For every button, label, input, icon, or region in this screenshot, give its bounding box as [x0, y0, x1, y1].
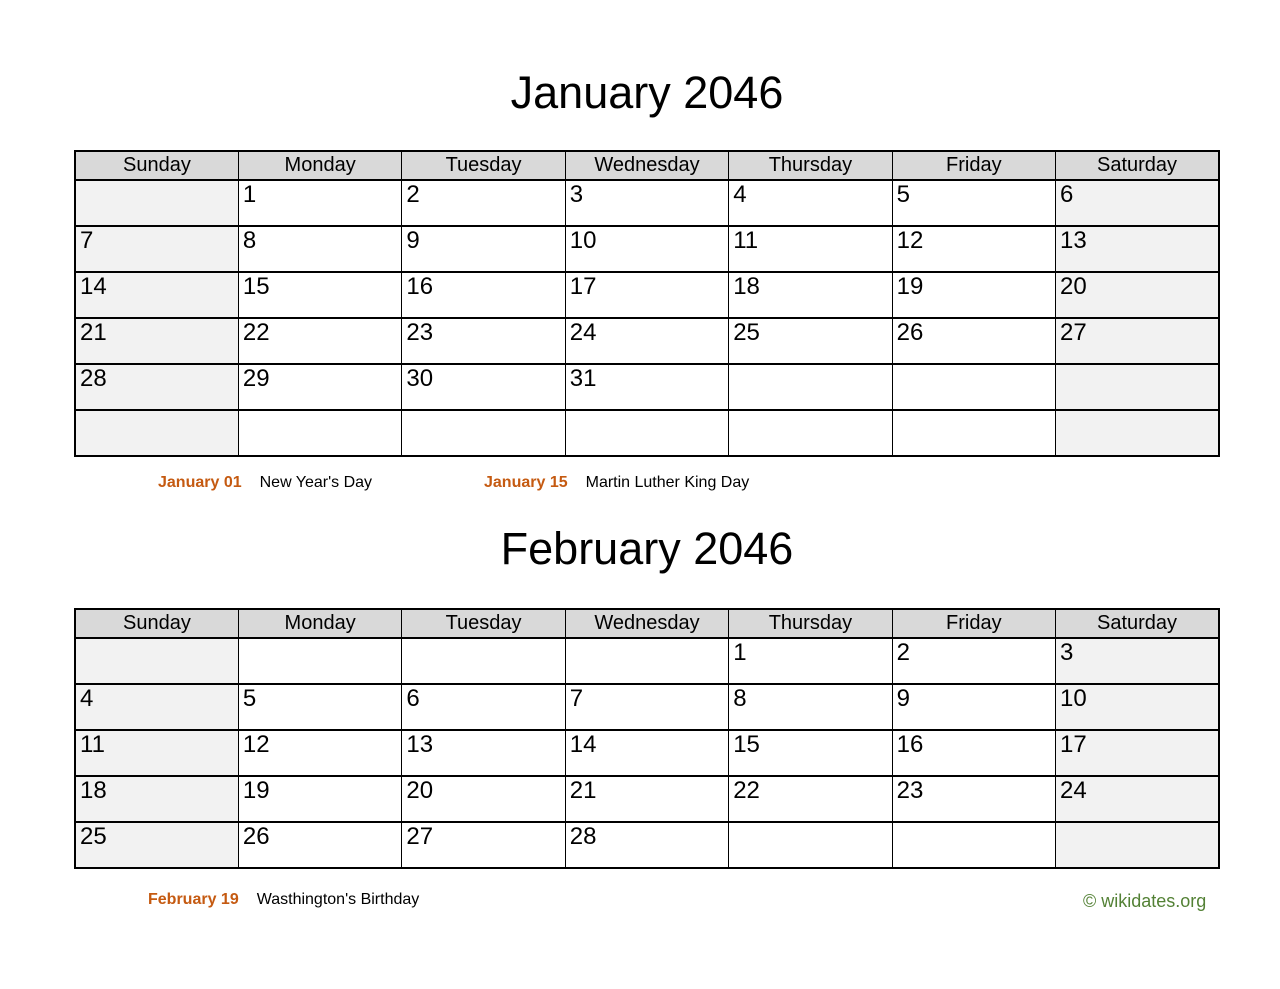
- day-cell: [892, 364, 1055, 410]
- day-cell: 18: [75, 776, 238, 822]
- day-cell: 13: [1056, 226, 1219, 272]
- day-cell: 24: [565, 318, 728, 364]
- day-cell: 4: [729, 180, 892, 226]
- day-cell: 4: [75, 684, 238, 730]
- holiday-date: January 15: [484, 474, 568, 491]
- day-cell: 12: [238, 730, 401, 776]
- day-cell: 2: [402, 180, 565, 226]
- day-cell: 31: [565, 364, 728, 410]
- wikidates-credit: © wikidates.org: [1083, 891, 1207, 911]
- week-row: [75, 410, 1219, 456]
- day-cell: [729, 822, 892, 868]
- day-cell: 26: [238, 822, 401, 868]
- day-cell: 16: [402, 272, 565, 318]
- day-cell: 26: [892, 318, 1055, 364]
- weekday-header-row: [75, 609, 1219, 638]
- day-cell: 9: [402, 226, 565, 272]
- day-cell: 20: [402, 776, 565, 822]
- day-cell: [402, 410, 565, 456]
- day-cell: 23: [892, 776, 1055, 822]
- holiday-entry: [484, 474, 749, 492]
- day-cell: 22: [729, 776, 892, 822]
- day-cell: [75, 180, 238, 226]
- day-cell: 30: [402, 364, 565, 410]
- day-cell: 16: [892, 730, 1055, 776]
- weekday-header-sunday: Sunday: [75, 609, 238, 638]
- weekday-header-monday: Monday: [238, 609, 401, 638]
- january-weekday-header: [75, 151, 1219, 180]
- day-cell: 9: [892, 684, 1055, 730]
- day-cell: 24: [1056, 776, 1219, 822]
- day-cell: 17: [565, 272, 728, 318]
- day-cell: [565, 410, 728, 456]
- day-cell: 6: [402, 684, 565, 730]
- day-cell: 3: [1056, 638, 1219, 684]
- holiday-name: New Year's Day: [259, 474, 373, 491]
- holiday-name: Martin Luther King Day: [585, 474, 750, 491]
- day-cell: 10: [1056, 684, 1219, 730]
- holiday-name: Wasthington's Birthday: [256, 891, 420, 908]
- day-cell: 28: [565, 822, 728, 868]
- january-title: January 2046: [510, 67, 784, 118]
- day-cell: [729, 364, 892, 410]
- day-cell: [892, 822, 1055, 868]
- day-cell: 21: [565, 776, 728, 822]
- day-cell: 2: [892, 638, 1055, 684]
- day-cell: 11: [75, 730, 238, 776]
- day-cell: 5: [892, 180, 1055, 226]
- day-cell: 5: [238, 684, 401, 730]
- january-calendar: [74, 150, 1220, 457]
- day-cell: 7: [75, 226, 238, 272]
- february-weekday-header: [75, 609, 1219, 638]
- weekday-header-saturday: Saturday: [1056, 609, 1219, 638]
- weekday-header-wednesday: Wednesday: [565, 609, 728, 638]
- day-cell: 27: [402, 822, 565, 868]
- day-cell: 1: [729, 638, 892, 684]
- day-cell: 8: [729, 684, 892, 730]
- weekday-header-friday: Friday: [892, 609, 1055, 638]
- day-cell: 21: [75, 318, 238, 364]
- weekday-header-friday: Friday: [892, 151, 1055, 180]
- holiday-entry: [148, 891, 419, 909]
- week-row: [75, 226, 1219, 272]
- week-row: [75, 364, 1219, 410]
- day-cell: [1056, 364, 1219, 410]
- day-cell: 1: [238, 180, 401, 226]
- weekday-header-thursday: Thursday: [729, 609, 892, 638]
- week-row: [75, 272, 1219, 318]
- day-cell: 23: [402, 318, 565, 364]
- day-cell: [729, 410, 892, 456]
- weekday-header-monday: Monday: [238, 151, 401, 180]
- day-cell: 7: [565, 684, 728, 730]
- day-cell: 11: [729, 226, 892, 272]
- day-cell: 6: [1056, 180, 1219, 226]
- day-cell: 14: [75, 272, 238, 318]
- week-row: [75, 822, 1219, 868]
- week-row: [75, 684, 1219, 730]
- day-cell: 20: [1056, 272, 1219, 318]
- day-cell: [238, 638, 401, 684]
- weekday-header-row: [75, 151, 1219, 180]
- day-cell: 19: [238, 776, 401, 822]
- day-cell: 28: [75, 364, 238, 410]
- day-cell: 25: [75, 822, 238, 868]
- week-row: [75, 638, 1219, 684]
- day-cell: 8: [238, 226, 401, 272]
- day-cell: 17: [1056, 730, 1219, 776]
- january-holidays: [0, 474, 1280, 496]
- day-cell: 19: [892, 272, 1055, 318]
- weekday-header-saturday: Saturday: [1056, 151, 1219, 180]
- february-calendar: [74, 608, 1220, 869]
- day-cell: [75, 638, 238, 684]
- day-cell: [75, 410, 238, 456]
- day-cell: 27: [1056, 318, 1219, 364]
- holiday-date: February 19: [148, 891, 239, 908]
- day-cell: 22: [238, 318, 401, 364]
- week-row: [75, 776, 1219, 822]
- week-row: [75, 180, 1219, 226]
- weekday-header-sunday: Sunday: [75, 151, 238, 180]
- day-cell: 10: [565, 226, 728, 272]
- day-cell: [565, 638, 728, 684]
- day-cell: 29: [238, 364, 401, 410]
- day-cell: [238, 410, 401, 456]
- weekday-header-tuesday: Tuesday: [402, 151, 565, 180]
- weekday-header-thursday: Thursday: [729, 151, 892, 180]
- february-holidays: [0, 891, 1280, 913]
- day-cell: [892, 410, 1055, 456]
- day-cell: 13: [402, 730, 565, 776]
- day-cell: [1056, 410, 1219, 456]
- week-row: [75, 730, 1219, 776]
- day-cell: 14: [565, 730, 728, 776]
- day-cell: [402, 638, 565, 684]
- day-cell: 15: [238, 272, 401, 318]
- day-cell: 15: [729, 730, 892, 776]
- february-title: February 2046: [500, 523, 794, 574]
- weekday-header-tuesday: Tuesday: [402, 609, 565, 638]
- day-cell: 3: [565, 180, 728, 226]
- day-cell: 18: [729, 272, 892, 318]
- day-cell: 25: [729, 318, 892, 364]
- weekday-header-wednesday: Wednesday: [565, 151, 728, 180]
- holiday-entry: [158, 474, 372, 492]
- holiday-date: January 01: [158, 474, 242, 491]
- day-cell: [1056, 822, 1219, 868]
- day-cell: 12: [892, 226, 1055, 272]
- week-row: [75, 318, 1219, 364]
